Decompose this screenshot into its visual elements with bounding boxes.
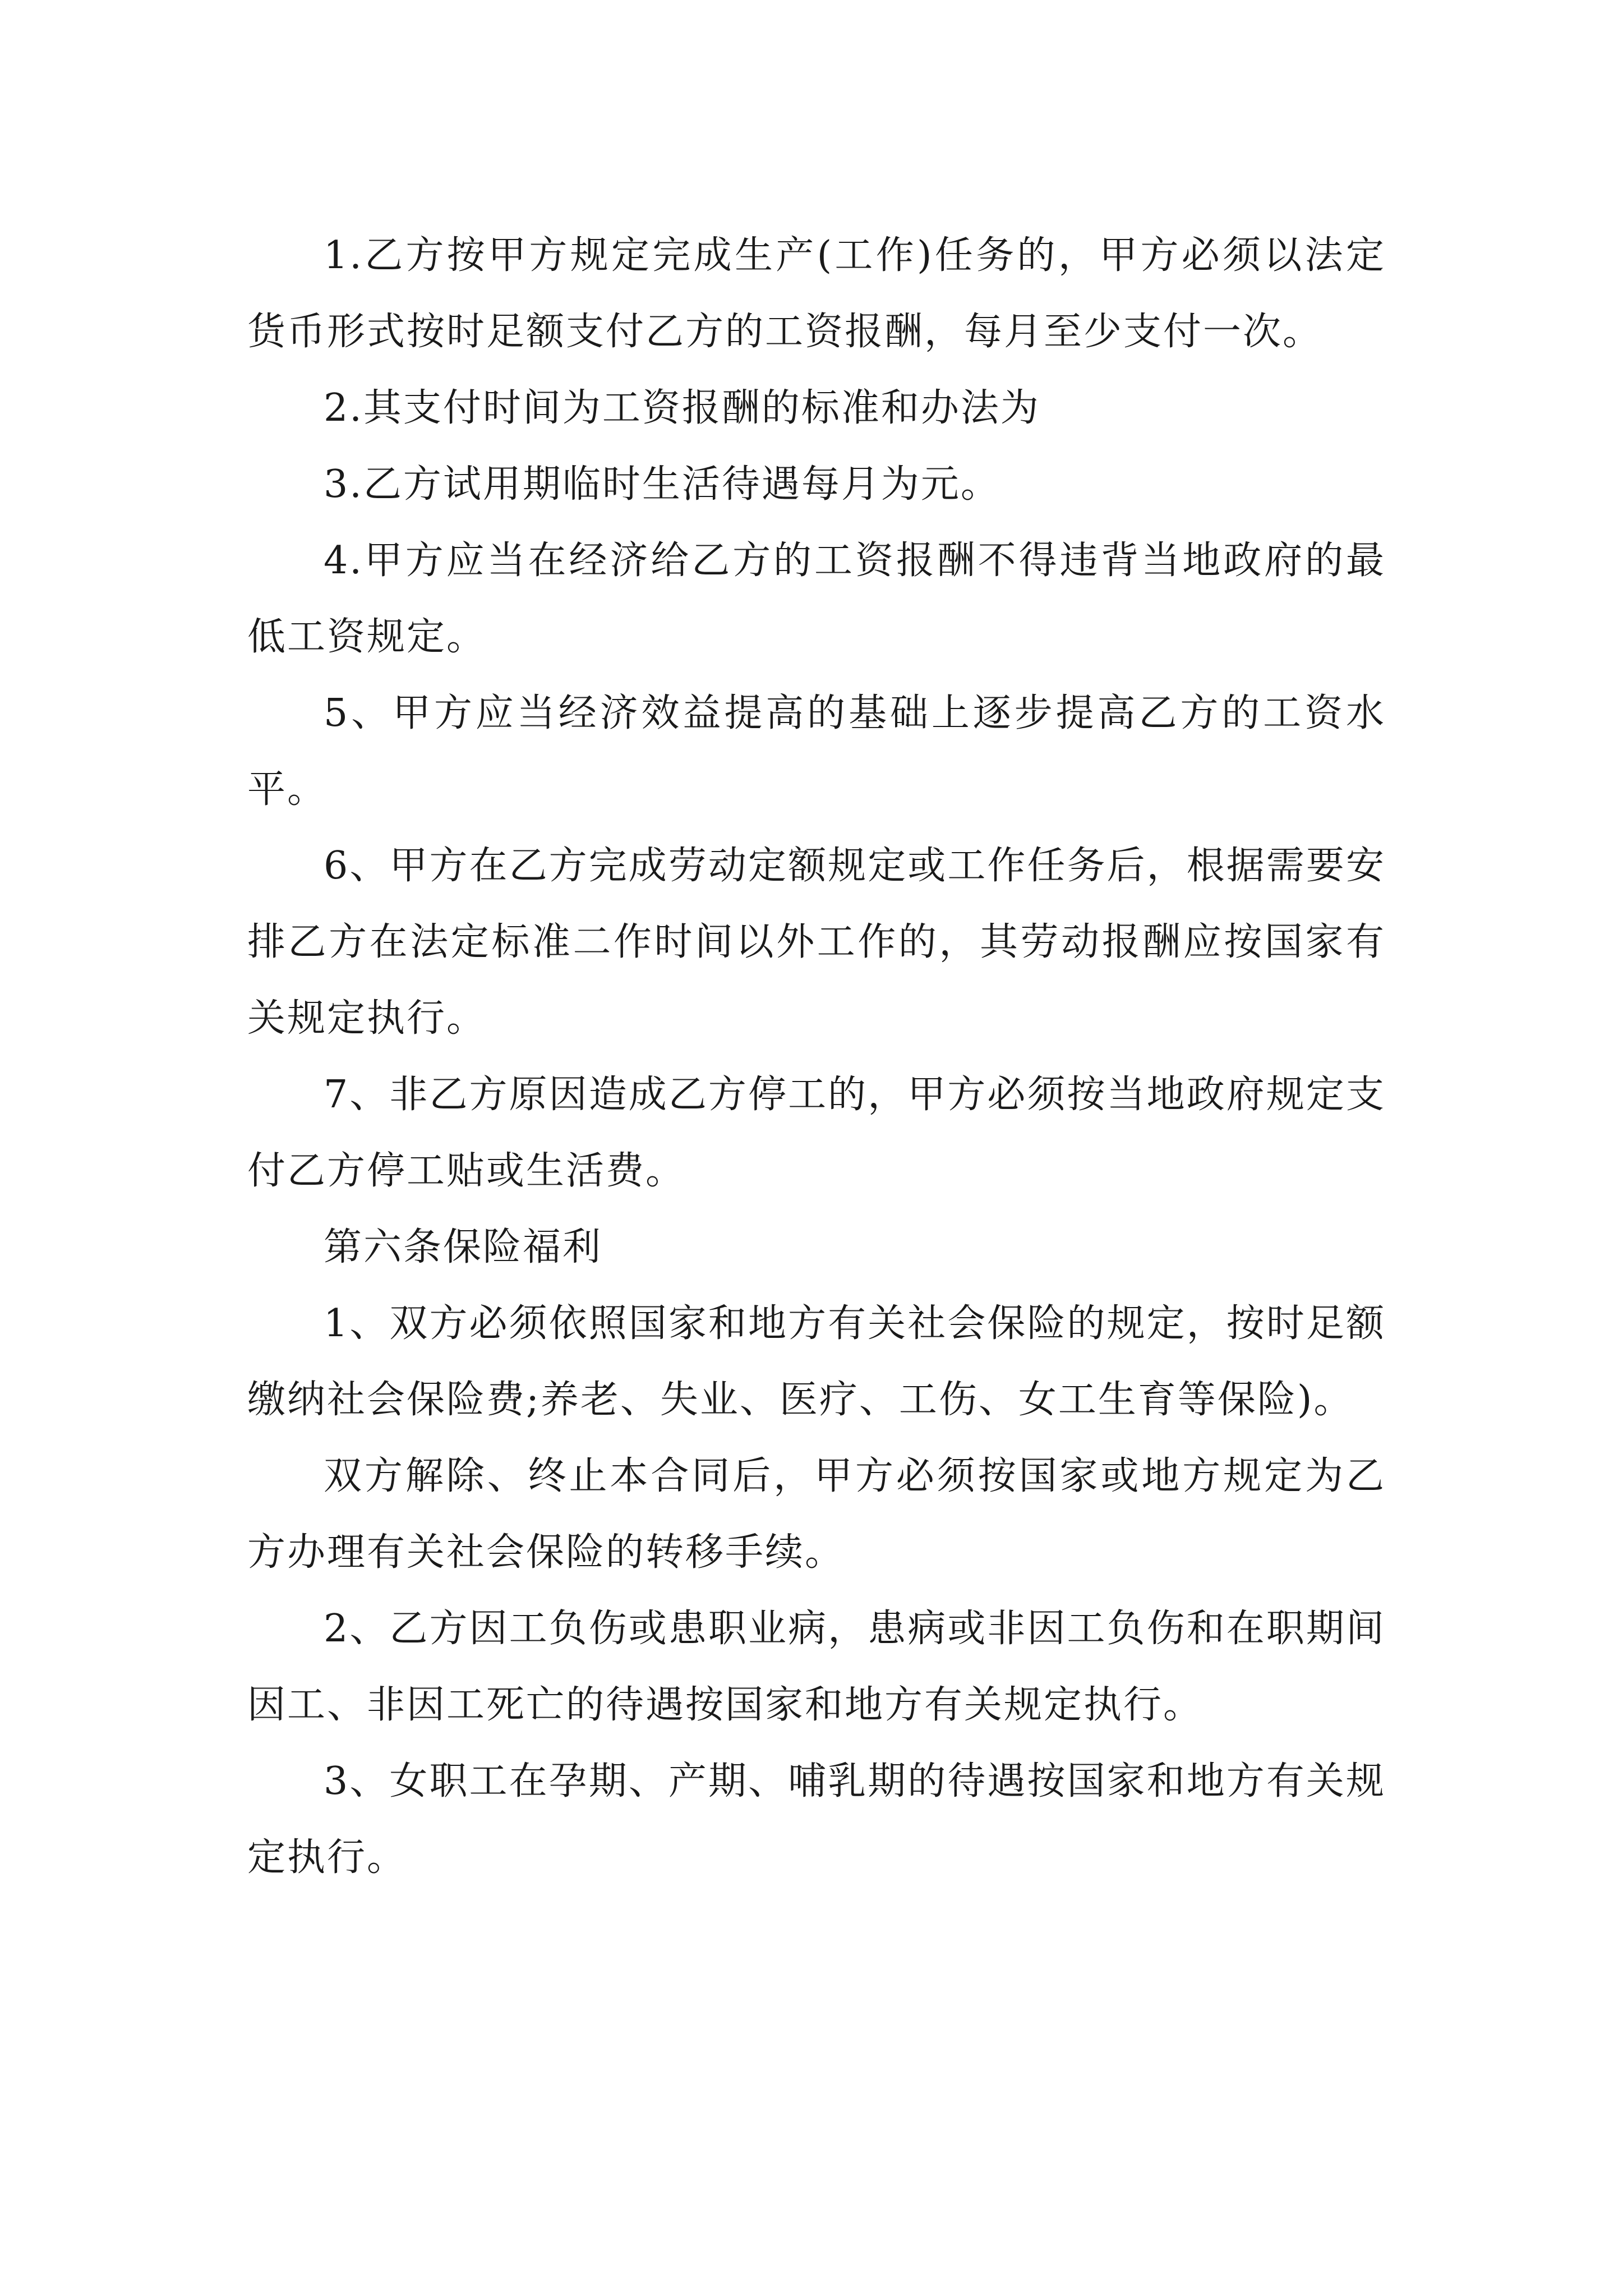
- paragraph-wage-increase: 5、甲方应当经济效益提高的基础上逐步提高乙方的工资水平。: [247, 691, 1386, 812]
- paragraph-wage-payment: 1.乙方按甲方规定完成生产(工作)任务的，甲方必须以法定货币形式按时足额支付乙方的工资报酬，每月至少支付一次。: [247, 233, 1386, 354]
- paragraph-social-insurance: 1、双方必须依照国家和地方有关社会保险的规定，按时足额缴纳社会保险费;养老、失业、医疗、工伤、女工生育等保险)。: [247, 1301, 1386, 1422]
- document-body: [247, 218, 1386, 1896]
- paragraph-insurance-transfer: 双方解除、终止本合同后，甲方必须按国家或地方规定为乙方办理有关社会保险的转移手续。: [247, 1454, 1386, 1575]
- paragraph-probation-allowance: 3.乙方试用期临时生活待遇每月为元。: [324, 462, 1000, 507]
- paragraph-work-stoppage: 7、非乙方原因造成乙方停工的，甲方必须按当地政府规定支付乙方停工贴或生活费。: [247, 1073, 1386, 1193]
- paragraph-work-injury: 2、乙方因工负伤或患职业病，患病或非因工负伤和在职期间因工、非因工死亡的待遇按国家和地方有关规定执行。: [247, 1607, 1386, 1727]
- section-heading-insurance: 第六条保险福利: [324, 1225, 603, 1269]
- paragraph-female-workers: 3、女职工在孕期、产期、哺乳期的待遇按国家和地方有关规定执行。: [247, 1759, 1386, 1880]
- paragraph-minimum-wage: 4.甲方应当在经济给乙方的工资报酬不得违背当地政府的最低工资规定。: [247, 539, 1386, 659]
- paragraph-payment-time: 2.其支付时间为工资报酬的标准和办法为: [324, 386, 1040, 430]
- paragraph-overtime: 6、甲方在乙方完成劳动定额规定或工作任务后，根据需要安排乙方在法定标准二作时间以外工作的，其劳动报酬应按国家有关规定执行。: [247, 844, 1386, 1041]
